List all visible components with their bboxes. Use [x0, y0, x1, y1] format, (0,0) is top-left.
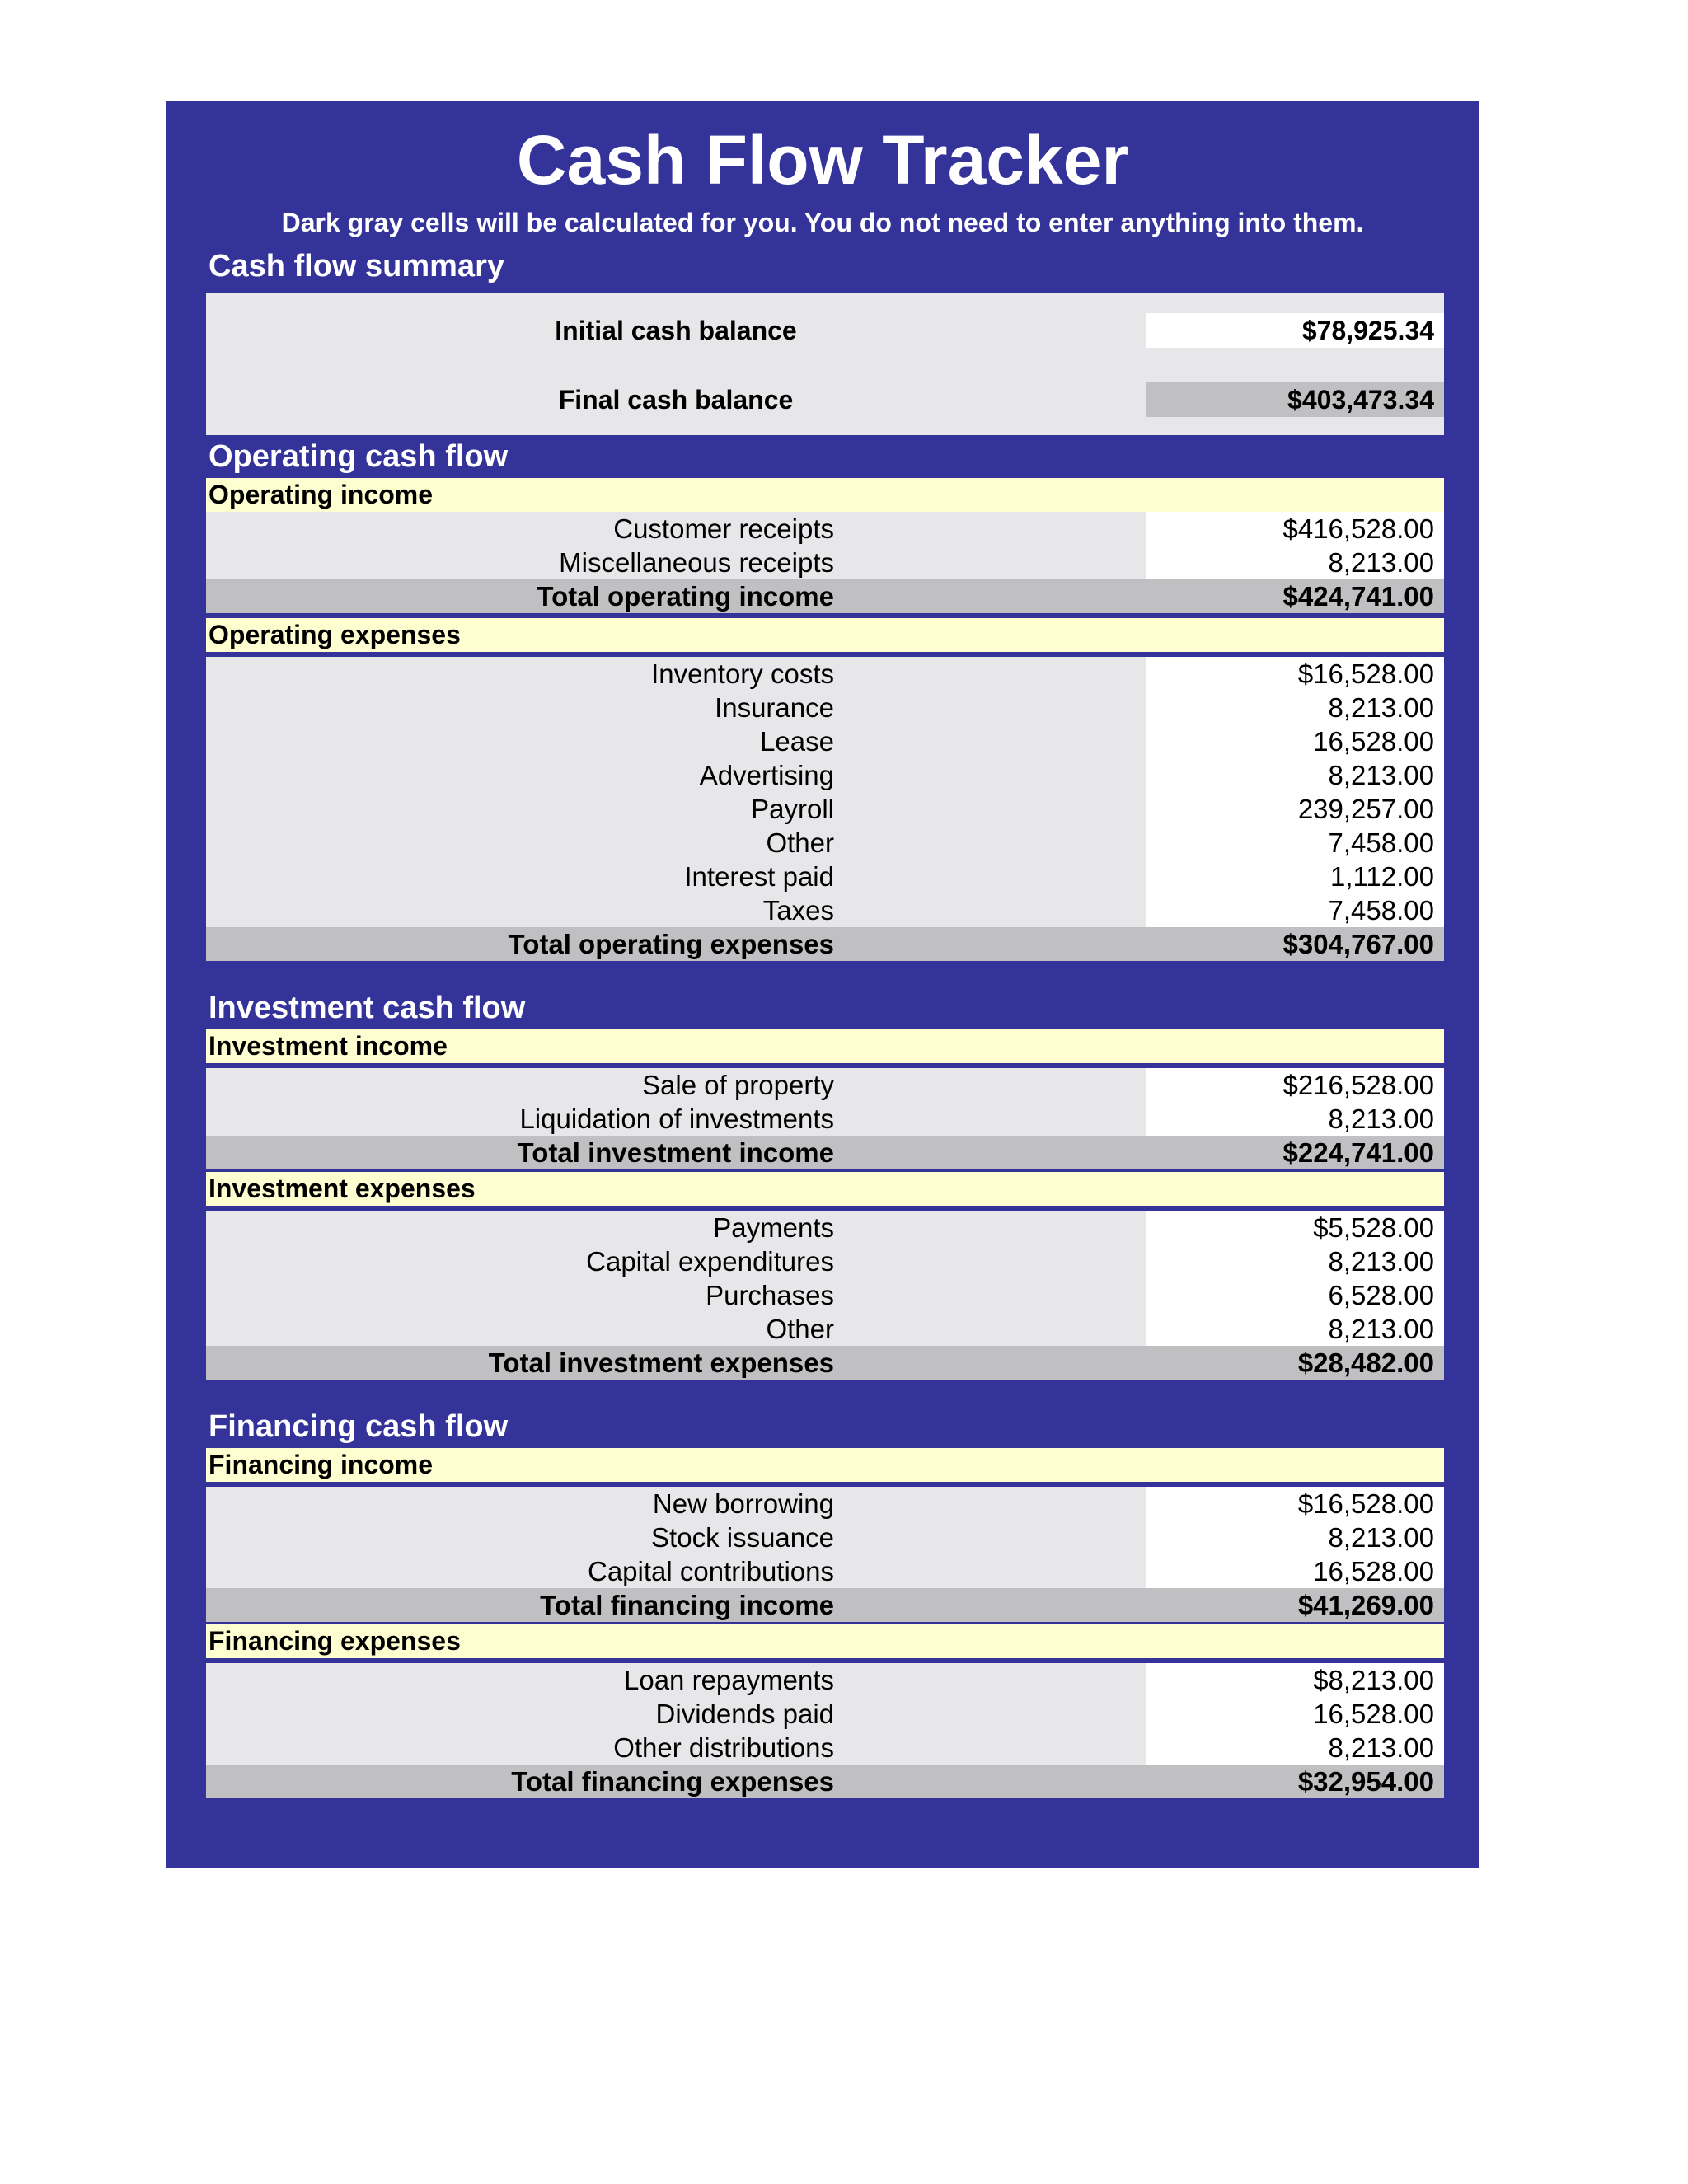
amount-input[interactable]: 8,213.00	[1146, 1312, 1444, 1346]
table-row	[206, 1663, 1444, 1697]
row-label: Other	[206, 1312, 1146, 1346]
amount-input[interactable]: $216,528.00	[1146, 1068, 1444, 1102]
amount-input[interactable]: $8,213.00	[1146, 1663, 1444, 1697]
amount-input[interactable]: 16,528.00	[1146, 1554, 1444, 1588]
financing-expenses-band	[206, 1624, 1444, 1658]
total-row	[206, 1765, 1444, 1798]
page-title: Cash Flow Tracker	[516, 121, 1129, 199]
table-row	[206, 860, 1444, 893]
row-label: Other distributions	[206, 1731, 1146, 1765]
total-label: Total investment expenses	[206, 1346, 1146, 1380]
financing-income-band	[206, 1448, 1444, 1482]
total-value: $424,741.00	[1146, 579, 1444, 613]
amount-input[interactable]: 239,257.00	[1146, 792, 1444, 826]
table-row	[206, 1244, 1444, 1278]
investment-income-band	[206, 1029, 1444, 1063]
amount-input[interactable]: 8,213.00	[1146, 546, 1444, 579]
row-label: Sale of property	[206, 1068, 1146, 1102]
amount-input[interactable]: 8,213.00	[1146, 758, 1444, 792]
table-row	[206, 758, 1444, 792]
final-balance-value: $403,473.34	[1146, 382, 1444, 417]
operating-expenses-band	[206, 618, 1444, 652]
table-row	[206, 691, 1444, 724]
table-row	[206, 792, 1444, 826]
total-row	[206, 1136, 1444, 1169]
amount-input[interactable]: $16,528.00	[1146, 1487, 1444, 1521]
investment-expenses-band	[206, 1172, 1444, 1206]
investment-heading: Investment cash flow	[209, 991, 526, 1025]
initial-balance-label: Initial cash balance	[555, 316, 797, 345]
row-label: Payments	[206, 1211, 1146, 1244]
amount-input[interactable]: 8,213.00	[1146, 1731, 1444, 1765]
investment-income-heading: Investment income	[209, 1031, 448, 1061]
financing-heading: Financing cash flow	[209, 1409, 509, 1444]
total-row	[206, 579, 1444, 613]
total-value: $304,767.00	[1146, 927, 1444, 961]
row-label: Capital expenditures	[206, 1244, 1146, 1278]
row-label: New borrowing	[206, 1487, 1146, 1521]
amount-input[interactable]: 7,458.00	[1146, 893, 1444, 927]
amount-input[interactable]: 1,112.00	[1146, 860, 1444, 893]
table-row	[206, 1731, 1444, 1765]
table-row	[206, 1068, 1444, 1102]
row-label: Payroll	[206, 792, 1146, 826]
total-value: $28,482.00	[1146, 1346, 1444, 1380]
total-label: Total operating income	[206, 579, 1146, 613]
table-row	[206, 1697, 1444, 1731]
operating-heading: Operating cash flow	[209, 439, 509, 474]
total-value: $224,741.00	[1146, 1136, 1444, 1169]
total-label: Total operating expenses	[206, 927, 1146, 961]
row-label: Taxes	[206, 893, 1146, 927]
row-label: Purchases	[206, 1278, 1146, 1312]
amount-input[interactable]: $16,528.00	[1146, 657, 1444, 691]
row-label: Insurance	[206, 691, 1146, 724]
financing-income-heading: Financing income	[209, 1450, 434, 1479]
investment-expenses-heading: Investment expenses	[209, 1174, 476, 1203]
row-label: Other	[206, 826, 1146, 860]
row-label: Stock issuance	[206, 1521, 1146, 1554]
table-row	[206, 1554, 1444, 1588]
amount-input[interactable]: 7,458.00	[1146, 826, 1444, 860]
table-row	[206, 1211, 1444, 1244]
operating-income-heading: Operating income	[209, 480, 434, 509]
amount-input[interactable]: 8,213.00	[1146, 1521, 1444, 1554]
table-row	[206, 826, 1444, 860]
row-label: Miscellaneous receipts	[206, 546, 1146, 579]
table-row	[206, 1278, 1444, 1312]
operating-income-band	[206, 478, 1444, 512]
table-row	[206, 724, 1444, 758]
final-balance-label: Final cash balance	[558, 385, 794, 415]
row-label: Dividends paid	[206, 1697, 1146, 1731]
amount-input[interactable]: 8,213.00	[1146, 691, 1444, 724]
row-label: Lease	[206, 724, 1146, 758]
table-row	[206, 1312, 1444, 1346]
row-label: Loan repayments	[206, 1663, 1146, 1697]
table-row	[206, 1487, 1444, 1521]
row-label: Capital contributions	[206, 1554, 1146, 1588]
table-row	[206, 657, 1444, 691]
summary-box	[206, 293, 1444, 435]
table-row	[206, 546, 1444, 579]
total-label: Total investment income	[206, 1136, 1146, 1169]
total-row	[206, 1346, 1444, 1380]
row-label: Advertising	[206, 758, 1146, 792]
amount-input[interactable]: $416,528.00	[1146, 512, 1444, 546]
initial-balance-input[interactable]: $78,925.34	[1146, 313, 1444, 348]
row-label: Inventory costs	[206, 657, 1146, 691]
amount-input[interactable]: 8,213.00	[1146, 1102, 1444, 1136]
total-value: $32,954.00	[1146, 1765, 1444, 1798]
total-value: $41,269.00	[1146, 1588, 1444, 1622]
operating-expenses-heading: Operating expenses	[209, 620, 461, 649]
amount-input[interactable]: 16,528.00	[1146, 1697, 1444, 1731]
amount-input[interactable]: 8,213.00	[1146, 1244, 1444, 1278]
row-label: Interest paid	[206, 860, 1146, 893]
amount-input[interactable]: $5,528.00	[1146, 1211, 1444, 1244]
amount-input[interactable]: 16,528.00	[1146, 724, 1444, 758]
total-row	[206, 927, 1444, 961]
total-label: Total financing expenses	[206, 1765, 1146, 1798]
row-label: Liquidation of investments	[206, 1102, 1146, 1136]
total-row	[206, 1588, 1444, 1622]
row-label: Customer receipts	[206, 512, 1146, 546]
amount-input[interactable]: 6,528.00	[1146, 1278, 1444, 1312]
total-label: Total financing income	[206, 1588, 1146, 1622]
table-row	[206, 1521, 1444, 1554]
summary-heading: Cash flow summary	[209, 249, 504, 284]
page-subtitle: Dark gray cells will be calculated for you. You do not need to enter anything into them.	[281, 208, 1364, 237]
cash-flow-tracker-sheet	[166, 101, 1479, 1868]
table-row	[206, 1102, 1444, 1136]
table-row	[206, 512, 1444, 546]
table-row	[206, 893, 1444, 927]
financing-expenses-heading: Financing expenses	[209, 1626, 461, 1656]
